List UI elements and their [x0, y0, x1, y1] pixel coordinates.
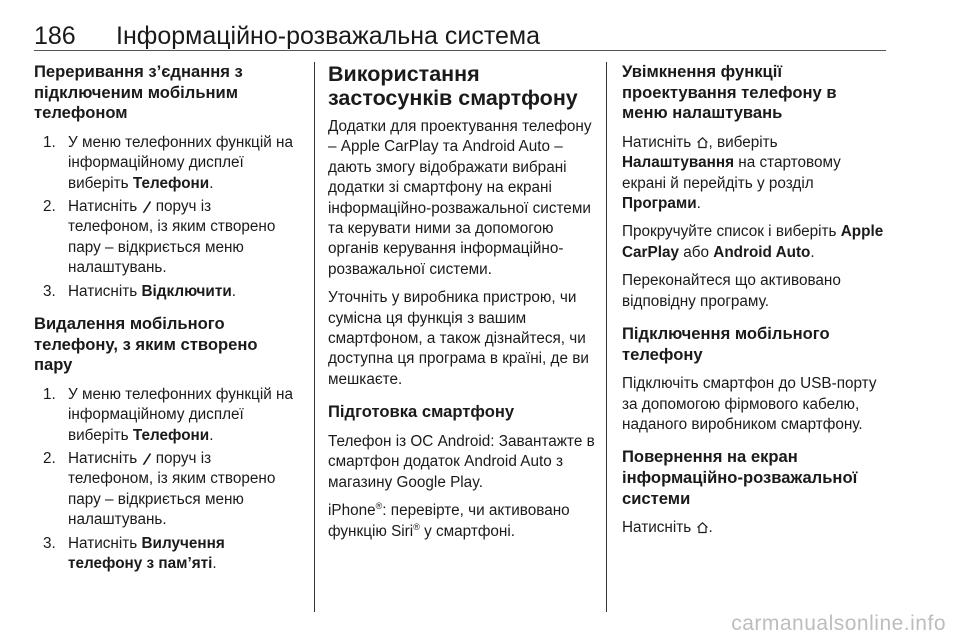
text: на стартовому екрані й перейдіть у розділ: [622, 154, 841, 192]
step-text: Натисніть: [68, 450, 142, 468]
step-number: 2.: [43, 450, 56, 468]
step-number: 1.: [43, 133, 56, 151]
section-title-connect: Підключення мобільного телефону: [622, 324, 830, 364]
list-item: [34, 197, 300, 279]
text: Натисніть: [622, 519, 696, 537]
step-number: 2.: [43, 198, 56, 215]
paragraph-return: [622, 518, 886, 538]
section-title-return: Повернення на екран інформаційно-розважальної системи: [622, 447, 858, 508]
paragraph-verify: Переконайтеся що активовано відповідну програму.: [622, 272, 841, 310]
step-text: Натисніть: [68, 198, 142, 215]
section-title-delete: Видалення мобільного телефону, з яким створено пару: [34, 314, 258, 375]
section-title-prepare: Підготовка смартфону: [328, 402, 515, 422]
step-number: 1.: [43, 385, 56, 403]
section-title-enable: Увімкнення функції проектування телефону в меню налаштувань: [622, 62, 837, 123]
column-1: [34, 62, 300, 586]
paragraph-intro: Додатки для проектування телефону – Apple CarPlay та Android Auto – дають змогу відображати вибрані додатки зі смартфону на екрані інформаційно-розважальної системи та керувати ними за допомогою органів керування інформаційно-розважальної системи.: [328, 118, 592, 278]
step-text: У меню телефонних функцій на інформаційному дисплеї виберіть: [68, 385, 293, 444]
bold-android-auto: Android Auto: [713, 243, 811, 261]
list-item: [34, 282, 300, 302]
pencil-icon: [142, 200, 152, 213]
page-number: 186: [34, 22, 76, 50]
step-bold: Відключити: [141, 282, 232, 300]
text-end: у смартфоні.: [419, 522, 516, 540]
step-text: поруч із телефоном, із яким створено пару – відкриється меню налаштувань.: [68, 450, 276, 529]
list-item: [34, 449, 300, 531]
column-divider-2: [606, 62, 607, 612]
text: , виберіть: [708, 133, 778, 151]
pencil-icon: [142, 452, 152, 465]
paragraph-android: Телефон із ОС Android: Завантажте в смартфон додаток Android Auto з магазину Google Play.: [328, 432, 595, 491]
page-header: [34, 18, 884, 54]
column-divider-1: [314, 62, 315, 612]
step-text: .: [212, 555, 217, 573]
step-text: .: [209, 426, 214, 444]
text: .: [696, 195, 701, 212]
registered-mark: ®: [413, 521, 420, 532]
step-bold: Телефони: [132, 426, 210, 444]
paragraph-select: [622, 222, 886, 263]
delete-steps: [34, 385, 300, 575]
text: або: [678, 243, 714, 261]
step-bold: Вилучення телефону з пам’яті: [68, 534, 225, 573]
text-iphone: iPhone: [328, 502, 376, 520]
registered-mark: ®: [375, 501, 383, 511]
step-number: 3.: [43, 534, 56, 552]
paragraph-iphone: [328, 501, 596, 542]
step-number: 3.: [43, 282, 56, 300]
header-divider: [34, 50, 886, 51]
step-text: .: [209, 174, 214, 192]
list-item: [34, 385, 300, 446]
step-text: .: [231, 282, 236, 300]
text: Натисніть: [622, 133, 696, 151]
disconnect-steps: [34, 133, 300, 302]
paragraph-usb: Підключіть смартфон до USB-порту за допомогою фірмового кабелю, наданого виробником смартфону.: [622, 375, 877, 434]
text: .: [708, 519, 713, 537]
home-icon: [696, 136, 709, 149]
step-text: поруч із телефоном, із яким створено пару – відкриється меню налаштувань.: [68, 198, 276, 277]
list-item: [34, 133, 300, 194]
step-text: Натисніть: [68, 534, 142, 552]
paragraph-compat: Уточніть у виробника пристрою, чи сумісна ця функція з вашим смартфоном, а також дізнайтеся, чи доступна ця програма в країні, де ви мешкаєте.: [328, 289, 589, 388]
section-title-disconnect: Переривання з’єднання з підключеним мобільним телефоном: [34, 62, 243, 123]
bold-carplay: Apple CarPlay: [622, 223, 884, 261]
section-title-apps: Використання застосунків смартфону: [328, 62, 578, 110]
text-siri: : перевірте, чи активовано функцію Siri: [328, 502, 570, 540]
step-text: Натисніть: [68, 282, 142, 300]
chapter-title: Інформаційно-розважальна система: [116, 22, 541, 50]
step-bold: Телефони: [132, 174, 210, 192]
text: Прокручуйте список і виберіть: [622, 223, 841, 241]
column-2: [328, 62, 596, 550]
step-text: У меню телефонних функцій на інформаційному дисплеї виберіть: [68, 133, 293, 192]
home-icon: [696, 521, 709, 534]
bold-settings: Налаштування: [622, 154, 735, 172]
text: .: [810, 243, 815, 261]
column-3: [622, 62, 886, 547]
list-item: [34, 534, 300, 575]
watermark: carmanualsonline.info: [731, 612, 946, 635]
bold-programs: Програми: [622, 195, 697, 212]
paragraph-settings: [622, 133, 886, 215]
